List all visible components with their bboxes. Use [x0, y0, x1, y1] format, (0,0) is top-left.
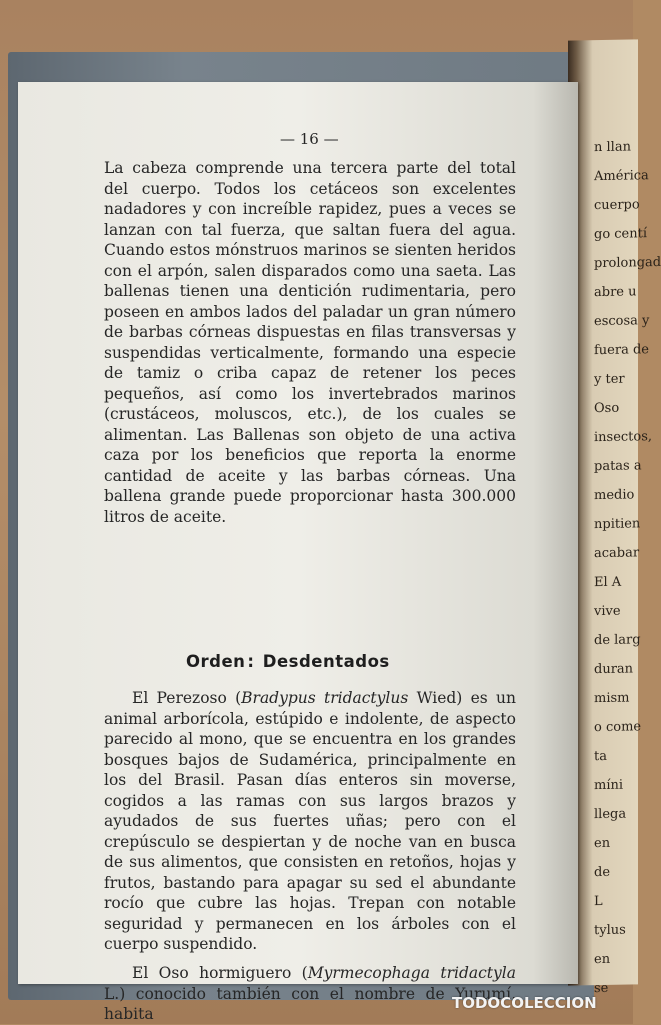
- adjacent-page-fragment: míni: [594, 777, 624, 794]
- adjacent-page-fragment: y ter: [594, 371, 625, 388]
- adjacent-page: [568, 39, 661, 997]
- adjacent-page-fragment: se: [594, 980, 609, 997]
- section-heading: [186, 652, 390, 671]
- adjacent-page-fragment: npitien: [594, 516, 641, 533]
- watermark-logo: TODOCOLECCION: [452, 994, 597, 1012]
- paragraph-perezoso-body: Wied) es un animal arborícola, estúpido e indolente, de aspecto parecido al mono, que se encuentra en los grandes bosques bajos de Sudaméricа, principalmente en los del Brasil. Pasan días enteros sin moverse, cogidos a las ramas con sus largos brazos y ayudados de sus fuertes uñas; pero con el crepúsculo se despiertan y de noche van en busca de sus alimentos, que consisten en retoños, hojas y frutos, bastando para apagar su sed el abundante rocío que cubre las hojas. Trepan con notable seguridad y permanecen en los árboles con el cuerpo suspendido.: [104, 689, 516, 953]
- species-name-myrmecophaga: Myrmecophaga tridactyla: [307, 964, 516, 982]
- paragraph-oso-intro: El Oso hormiguero (: [132, 964, 308, 982]
- adjacent-page-fragment: patas a: [594, 458, 642, 475]
- adjacent-page-fragment: insectos,: [594, 429, 653, 446]
- adjacent-page-fragment: en: [594, 835, 611, 852]
- adjacent-page-fragment: duran: [594, 661, 634, 678]
- paragraph-oso-body: L.) conocido también con el nombre de Yurumí, habita: [104, 984, 516, 1023]
- adjacent-page-fragment: llega: [594, 806, 627, 823]
- adjacent-page-fragment: El A: [594, 574, 622, 591]
- adjacent-page-fragment: ta: [594, 748, 607, 765]
- heading-separator: :: [247, 652, 255, 671]
- species-name-bradypus: Bradypus tridactylus: [241, 689, 409, 707]
- adjacent-page-fragment: en: [594, 951, 611, 968]
- adjacent-page-fragment: escosa y: [594, 313, 650, 330]
- paragraph-perezoso: [104, 688, 516, 955]
- adjacent-page-fragment: L: [594, 894, 603, 910]
- adjacent-page-fragment: mism: [594, 690, 630, 707]
- heading-value: Desdentados: [262, 652, 390, 671]
- paragraph-perezoso-intro: El Perezoso (: [132, 689, 242, 707]
- adjacent-page-fragment: América: [594, 168, 649, 185]
- adjacent-page-fragment: n llan: [594, 139, 631, 156]
- adjacent-page-fragment: cuerpo: [594, 197, 640, 214]
- adjacent-page-fragment: acabar: [594, 545, 640, 562]
- adjacent-page-fragment: go centí: [594, 226, 648, 243]
- adjacent-page-fragment: prolongad: [594, 254, 661, 272]
- adjacent-page-fragment: tylus: [594, 922, 626, 939]
- adjacent-page-fragment: de: [594, 864, 611, 881]
- adjacent-page-fragment: abre u: [594, 284, 637, 301]
- paragraph-cetaceans: La cabeza comprende una tercera parte del total del cuerpo. Todos los cetáceos son excelentes nadadores y con increíble rapidez, pues a veces se lanzan con tal fuerza, que saltan fuera del agua. Cuando estos mónstruos marinos se sienten heridos con el arpón, salen disparados como una saeta. Las ballenas tienen una dentición rudimentaria, pero poseen en ambos lados del paladar un gran número de barbas córneas dispuestas en filas transversas y suspendidas verticalmente, formando una especie de tamiz o criba capaz de retener los peces pequeños, así como los invertebrados marinos (crustáceos, moluscos, etc.), de los cuales se alimentan. Las Ballenas son objeto de una activa caza por los beneficios que reporta la enorme cantidad de aceite y las barbas córneas. Una ballena grande puede proporcionar hasta 300.000 litros de aceite.: [104, 159, 516, 526]
- adjacent-page-fragment: vive: [594, 603, 621, 620]
- heading-label: Orden: [186, 652, 246, 671]
- page-number: — 16 —: [280, 130, 339, 148]
- adjacent-page-fragment: o come: [594, 719, 642, 736]
- adjacent-page-fragment: fuera de: [594, 342, 649, 359]
- adjacent-page-fragment: Oso: [594, 400, 620, 417]
- adjacent-page-fragment: medio: [594, 487, 635, 504]
- adjacent-page-fragment: de larg: [594, 632, 641, 649]
